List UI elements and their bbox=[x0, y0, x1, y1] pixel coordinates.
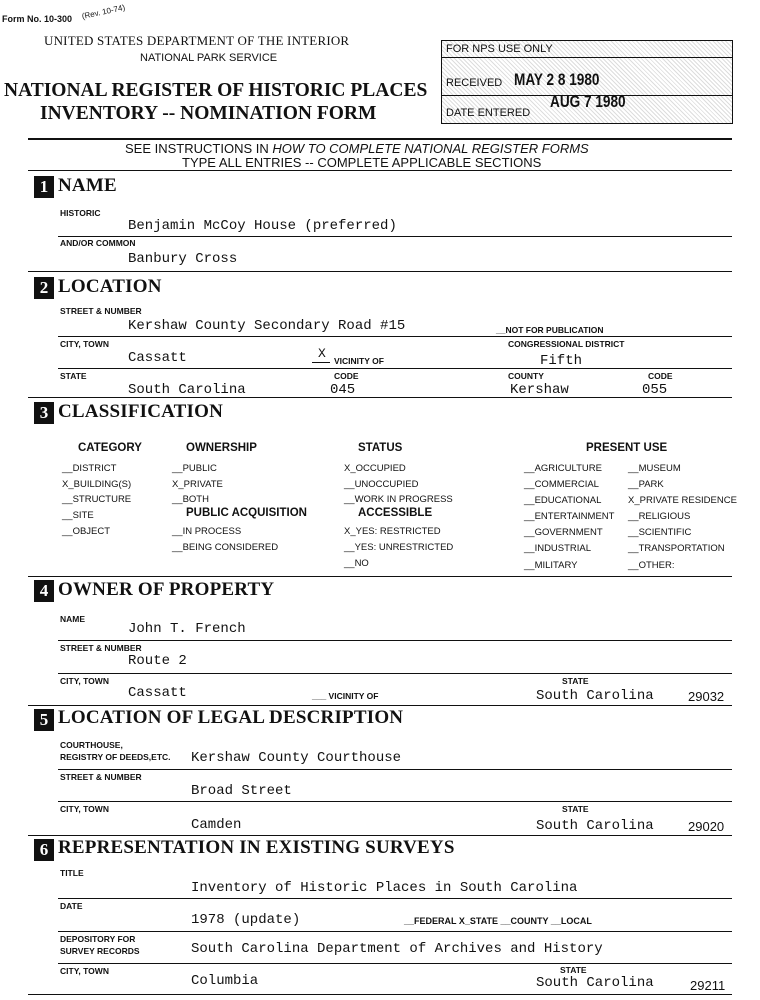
vicinity-mark: X bbox=[318, 346, 326, 361]
section-number: 4 bbox=[34, 580, 54, 602]
present-use-col1 bbox=[524, 461, 614, 574]
field-label: HISTORIC bbox=[60, 208, 101, 218]
field-label: CITY, TOWN bbox=[60, 966, 109, 976]
ownership-list bbox=[172, 461, 223, 508]
field-label: AND/OR COMMON bbox=[60, 238, 136, 248]
section-title: LOCATION bbox=[58, 276, 162, 297]
owner-state-value: South Carolina bbox=[536, 688, 654, 704]
status-option: __WORK IN PROGRESS bbox=[344, 494, 453, 506]
legal-city-value: Camden bbox=[191, 817, 242, 833]
present-use-option: X_PRIVATE RESIDENCE bbox=[628, 495, 737, 507]
instructions-line2: TYPE ALL ENTRIES -- COMPLETE APPLICABLE SECTIONS bbox=[182, 155, 542, 170]
field-label: STREET & NUMBER bbox=[60, 643, 142, 653]
accessible-list bbox=[344, 524, 453, 572]
owner-name-value: John T. French bbox=[128, 621, 246, 637]
field-label: COUNTY bbox=[508, 371, 544, 381]
field-label: STREET & NUMBER bbox=[60, 772, 142, 782]
field-label: NAME bbox=[60, 614, 86, 624]
field-label: STREET & NUMBER bbox=[60, 306, 142, 316]
survey-date-value: 1978 (update) bbox=[191, 912, 301, 928]
survey-title-value: Inventory of Historic Places in South Carolina bbox=[191, 880, 578, 896]
category-list bbox=[62, 461, 131, 540]
section-title: REPRESENTATION IN EXISTING SURVEYS bbox=[58, 837, 455, 858]
form-number: Form No. 10-300 bbox=[2, 14, 73, 24]
field-label: STATE bbox=[560, 965, 587, 975]
present-use-option: __GOVERNMENT bbox=[524, 527, 603, 539]
legal-state-value: South Carolina bbox=[536, 818, 654, 834]
accessible-option: X_YES: RESTRICTED bbox=[344, 526, 441, 537]
survey-state-value: South Carolina bbox=[536, 975, 654, 991]
date-entered-label: DATE ENTERED bbox=[446, 107, 531, 119]
state-code-value: 045 bbox=[330, 382, 356, 398]
nps-use-box bbox=[441, 40, 733, 124]
field-label: CITY, TOWN bbox=[60, 339, 109, 349]
revision-note: (Rev. 10-74) bbox=[81, 2, 126, 21]
street-value: Kershaw County Secondary Road #15 bbox=[128, 318, 406, 334]
legal-zip-value: 29020 bbox=[688, 819, 725, 834]
depository-value: South Carolina Department of Archives and History bbox=[191, 941, 603, 957]
category-option: __STRUCTURE bbox=[62, 494, 132, 506]
section-title: NAME bbox=[58, 175, 117, 196]
status-option: X_OCCUPIED bbox=[344, 463, 406, 474]
survey-city-value: Columbia bbox=[191, 973, 259, 989]
column-heading: ACCESSIBLE bbox=[358, 507, 433, 519]
present-use-option: __EDUCATIONAL bbox=[524, 495, 602, 507]
vicinity-label: ___ VICINITY OF bbox=[312, 691, 379, 701]
acquisition-option: __IN PROCESS bbox=[172, 526, 242, 537]
county-value: Kershaw bbox=[510, 382, 569, 398]
owner-street-value: Route 2 bbox=[128, 653, 187, 669]
column-heading: PUBLIC ACQUISITION bbox=[186, 507, 307, 519]
section-title: CLASSIFICATION bbox=[58, 401, 224, 422]
acquisition-list bbox=[172, 524, 278, 556]
present-use-option: __SCIENTIFIC bbox=[628, 527, 692, 539]
present-use-option: __COMMERCIAL bbox=[524, 479, 599, 491]
field-label: TITLE bbox=[60, 868, 84, 878]
common-name-value: Banbury Cross bbox=[128, 251, 238, 267]
field-label: STATE bbox=[60, 371, 87, 381]
owner-zip-value: 29032 bbox=[688, 689, 725, 704]
column-heading: OWNERSHIP bbox=[186, 442, 257, 454]
column-heading: CATEGORY bbox=[78, 442, 142, 454]
received-label: RECEIVED bbox=[446, 77, 503, 89]
present-use-option: __RELIGIOUS bbox=[628, 511, 691, 523]
field-label: STATE bbox=[562, 676, 589, 686]
present-use-option: __INDUSTRIAL bbox=[524, 543, 592, 555]
present-use-option: __TRANSPORTATION bbox=[628, 543, 725, 555]
field-label: STATE bbox=[562, 804, 589, 814]
form-title-line2: INVENTORY -- NOMINATION FORM bbox=[40, 103, 377, 124]
accessible-option: __YES: UNRESTRICTED bbox=[344, 542, 454, 553]
status-list bbox=[344, 461, 453, 508]
field-label: SURVEY RECORDS bbox=[60, 946, 140, 956]
present-use-option: __OTHER: bbox=[628, 559, 675, 571]
field-label: REGISTRY OF DEEDS,ETC. bbox=[60, 752, 171, 762]
section-number: 3 bbox=[34, 402, 54, 424]
section-title: OWNER OF PROPERTY bbox=[58, 579, 275, 600]
historic-name-value: Benjamin McCoy House (preferred) bbox=[128, 218, 397, 234]
instructions-line1: SEE INSTRUCTIONS IN HOW TO COMPLETE NATIONAL REGISTER FORMS bbox=[125, 141, 589, 156]
category-option: __SITE bbox=[62, 510, 94, 522]
section-number: 1 bbox=[34, 176, 54, 198]
legal-street-value: Broad Street bbox=[191, 783, 292, 799]
congressional-district-value: Fifth bbox=[540, 353, 583, 369]
county-code-value: 055 bbox=[642, 382, 668, 398]
field-label: DATE bbox=[60, 901, 83, 911]
nps-use-label: FOR NPS USE ONLY bbox=[446, 43, 553, 55]
survey-level-options: __FEDERAL X_STATE __COUNTY __LOCAL bbox=[404, 916, 592, 926]
present-use-option: __AGRICULTURE bbox=[524, 463, 602, 474]
category-option: __OBJECT bbox=[62, 525, 111, 537]
field-label: CITY, TOWN bbox=[60, 676, 109, 686]
field-label: CODE bbox=[648, 371, 673, 381]
category-option: X_BUILDING(S) bbox=[62, 478, 132, 490]
courthouse-value: Kershaw County Courthouse bbox=[191, 750, 402, 766]
present-use-option: __MUSEUM bbox=[628, 463, 681, 474]
ownership-option: X_PRIVATE bbox=[172, 478, 223, 490]
not-for-publication: __NOT FOR PUBLICATION bbox=[496, 325, 604, 335]
owner-city-value: Cassatt bbox=[128, 685, 187, 701]
received-stamp: MAY 2 8 1980 bbox=[514, 70, 600, 89]
present-use-option: __PARK bbox=[628, 479, 664, 491]
survey-zip-value: 29211 bbox=[690, 978, 726, 993]
service-name: NATIONAL PARK SERVICE bbox=[140, 52, 278, 64]
accessible-option: __NO bbox=[344, 558, 369, 569]
section-number: 6 bbox=[34, 839, 54, 861]
header-rule bbox=[28, 138, 732, 140]
form-title-line1: NATIONAL REGISTER OF HISTORIC PLACES bbox=[4, 80, 428, 101]
column-heading: PRESENT USE bbox=[586, 442, 668, 454]
section-number: 5 bbox=[34, 709, 54, 731]
field-label: CONGRESSIONAL DISTRICT bbox=[508, 339, 625, 349]
present-use-option: __ENTERTAINMENT bbox=[524, 511, 615, 523]
category-option: __DISTRICT bbox=[62, 463, 117, 474]
field-label: CITY, TOWN bbox=[60, 804, 109, 814]
status-option: __UNOCCUPIED bbox=[344, 478, 419, 490]
column-heading: STATUS bbox=[358, 442, 403, 454]
city-value: Cassatt bbox=[128, 350, 187, 366]
field-label: COURTHOUSE, bbox=[60, 740, 123, 750]
acquisition-option: __BEING CONSIDERED bbox=[172, 542, 279, 553]
field-label: DEPOSITORY FOR bbox=[60, 934, 136, 944]
department-name: UNITED STATES DEPARTMENT OF THE INTERIOR bbox=[44, 33, 350, 48]
section-title: LOCATION OF LEGAL DESCRIPTION bbox=[58, 707, 404, 728]
vicinity-label: VICINITY OF bbox=[334, 356, 384, 366]
state-value: South Carolina bbox=[128, 382, 246, 398]
field-label: CODE bbox=[334, 371, 359, 381]
ownership-option: __PUBLIC bbox=[172, 463, 217, 474]
present-use-col2 bbox=[628, 461, 737, 574]
ownership-option: __BOTH bbox=[172, 494, 209, 506]
present-use-option: __MILITARY bbox=[524, 559, 578, 571]
date-entered-stamp: AUG 7 1980 bbox=[550, 92, 626, 111]
section-number: 2 bbox=[34, 277, 54, 299]
